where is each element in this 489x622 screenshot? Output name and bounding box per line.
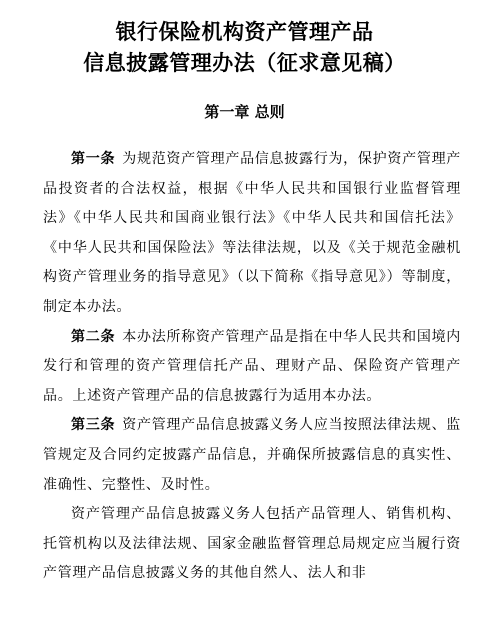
title-line-1: 银行保险机构资产管理产品 xyxy=(115,20,374,44)
article-2-paragraph xyxy=(43,323,461,412)
chapter-heading: 第一章 总则 xyxy=(204,103,285,121)
article-number: 第三条 xyxy=(71,417,116,434)
article-number: 第二条 xyxy=(71,328,116,345)
document-title xyxy=(0,17,489,79)
article-1-paragraph xyxy=(43,145,461,323)
article-text: 资产管理产品信息披露义务人应当按照法律法规、监管规定及合同约定披露产品信息，并确保所披露信息的真实性、准确性、完整性、及时性。 xyxy=(43,417,461,493)
article-3-paragraph xyxy=(43,411,461,500)
title-line-2: 信息披露管理办法（征求意见稿） xyxy=(83,51,406,75)
article-3-continuation-paragraph xyxy=(43,500,461,589)
document-body xyxy=(43,145,461,589)
article-number: 第一条 xyxy=(71,151,116,167)
article-text: 本办法所称资产管理产品是指在中华人民共和国境内发行和管理的资产管理信托产品、理财产品、保险资产管理产品。上述资产管理产品的信息披露行为适用本办法。 xyxy=(43,328,461,404)
article-text: 为规范资产管理产品信息披露行为，保护资产管理产品投资者的合法权益，根据《中华人民共和国银行业监督管理法》《中华人民共和国商业银行法》《中华人民共和国信托法》《中华人民共和国保险法》等法律法规，以及《关于规范金融机构资产管理业务的指导意见》（以下简称《指导意见》）等制度，制定本办法。 xyxy=(43,151,461,315)
article-text: 资产管理产品信息披露义务人包括产品管理人、销售机构、托管机构以及法律法规、国家金融监督管理总局规定应当履行资产管理产品信息披露义务的其他自然人、法人和非 xyxy=(43,506,461,582)
